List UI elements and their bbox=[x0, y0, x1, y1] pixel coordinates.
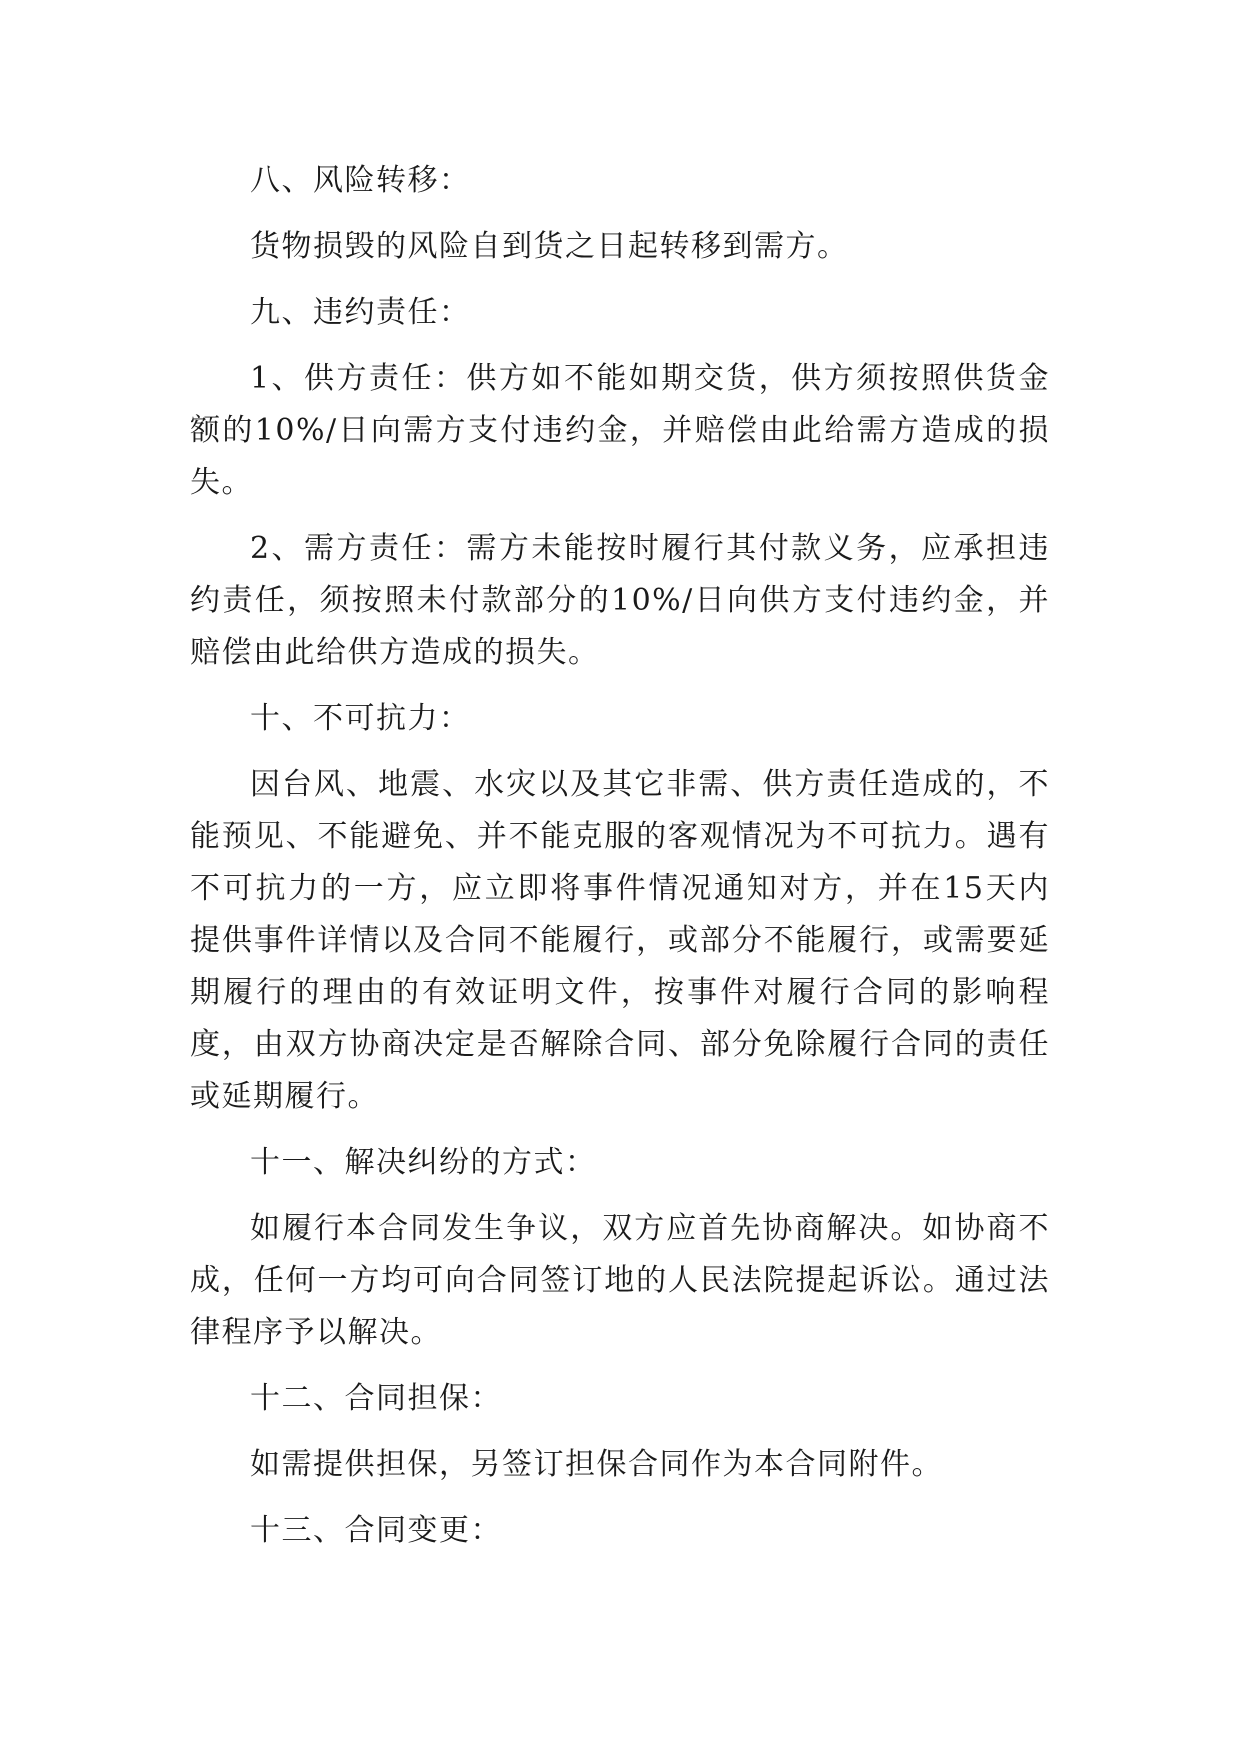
section-heading-dispute-resolution: 十一、解决纠纷的方式： bbox=[250, 1145, 597, 1180]
paragraph-dispute-resolution: 如履行本合同发生争议，双方应首先协商解决。如协商不成，任何一方均可向合同签订地的人民法院提起诉讼。通过法律程序予以解决。 bbox=[190, 1211, 1050, 1350]
paragraph-risk-transfer: 货物损毁的风险自到货之日起转移到需方。 bbox=[250, 229, 849, 264]
section-heading-contract-change: 十三、合同变更： bbox=[250, 1513, 502, 1548]
paragraph-guarantee: 如需提供担保，另签订担保合同作为本合同附件。 bbox=[250, 1447, 943, 1482]
section-heading-risk-transfer: 八、风险转移： bbox=[250, 163, 471, 198]
paragraph-buyer-liability: 2、需方责任：需方未能按时履行其付款义务，应承担违约责任，须按照未付款部分的10%/日向供方支付违约金，并赔偿由此给供方造成的损失。 bbox=[190, 531, 1050, 670]
section-heading-force-majeure: 十、不可抗力： bbox=[250, 701, 471, 736]
paragraph-force-majeure: 因台风、地震、水灾以及其它非需、供方责任造成的，不能预见、不能避免、并不能克服的客观情况为不可抗力。遇有不可抗力的一方，应立即将事件情况通知对方，并在15天内提供事件详情以及合同不能履行，或部分不能履行，或需要延期履行的理由的有效证明文件，按事件对履行合同的影响程度，由双方协商决定是否解除合同、部分免除履行合同的责任或延期履行。 bbox=[190, 767, 1050, 1114]
section-heading-breach-liability: 九、违约责任： bbox=[250, 295, 471, 330]
paragraph-supplier-liability: 1、供方责任：供方如不能如期交货，供方须按照供货金额的10%/日向需方支付违约金，并赔偿由此给需方造成的损失。 bbox=[190, 361, 1050, 500]
section-heading-guarantee: 十二、合同担保： bbox=[250, 1381, 502, 1416]
contract-body bbox=[190, 155, 1050, 1571]
